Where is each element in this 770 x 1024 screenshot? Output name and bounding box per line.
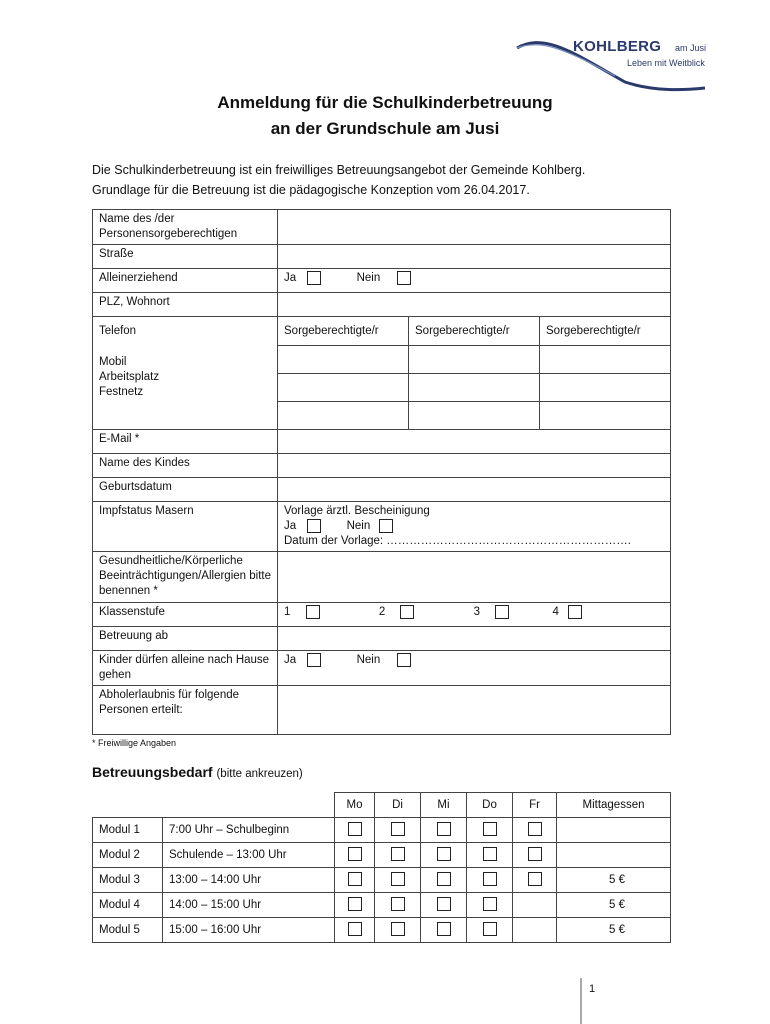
checkbox-modul4-di[interactable] — [391, 897, 405, 911]
checkbox-modul4-do[interactable] — [483, 897, 497, 911]
input-mobil-3[interactable] — [540, 346, 671, 374]
col-sorge-2: Sorgeberechtigte/r — [409, 317, 540, 346]
option-ja-label: Ja — [284, 272, 297, 285]
kohlberg-logo — [515, 34, 715, 94]
label-mobil: Mobil — [99, 356, 127, 368]
input-abholer[interactable] — [278, 686, 671, 735]
module-time: 7:00 Uhr – Schulbeginn — [163, 818, 335, 843]
checkbox-modul2-mi[interactable] — [437, 847, 451, 861]
module-price — [557, 843, 671, 868]
label-allein-heim: Kinder dürfen alleine nach Hause gehen — [93, 651, 278, 686]
checkbox-klasse-4[interactable] — [568, 605, 582, 619]
checkbox-modul2-do[interactable] — [483, 847, 497, 861]
col-sorge-3: Sorgeberechtigte/r — [540, 317, 671, 346]
module-name: Modul 5 — [93, 918, 163, 943]
module-time: 13:00 – 14:00 Uhr — [163, 868, 335, 893]
checkbox-heim-nein[interactable] — [397, 653, 411, 667]
module-name: Modul 3 — [93, 868, 163, 893]
module-name: Modul 1 — [93, 818, 163, 843]
intro-line1: Die Schulkinderbetreuung ist ein freiwilliges Betreuungsangebot der Gemeinde Kohlberg. — [92, 163, 586, 177]
klasse-3-label: 3 — [473, 606, 481, 619]
input-arbeitsplatz-1[interactable] — [278, 374, 409, 402]
module-price: 5 € — [557, 868, 671, 893]
input-arbeitsplatz-2[interactable] — [409, 374, 540, 402]
logo-suffix: am Jusi — [675, 43, 707, 53]
page-number: 1 — [589, 983, 596, 995]
option-nein-label: Nein — [356, 272, 381, 285]
label-abholer: Abholerlaubnis für folgende Personen erteilt: — [93, 686, 278, 735]
checkbox-heim-ja[interactable] — [307, 653, 321, 667]
checkbox-modul5-do[interactable] — [483, 922, 497, 936]
header-mittagessen: Mittagessen — [557, 793, 671, 818]
label-name-sorge: Name des /der Personensorgeberechtigen — [93, 210, 278, 245]
logo-tagline: Leben mit Weitblick — [627, 58, 705, 68]
module-header-row — [93, 793, 671, 818]
checkbox-alleinerziehend-nein[interactable] — [397, 271, 411, 285]
table-row — [93, 843, 671, 868]
bedarf-title: Betreuungsbedarf — [92, 764, 213, 780]
label-festnetz: Festnetz — [99, 386, 144, 398]
module-name: Modul 2 — [93, 843, 163, 868]
checkbox-modul3-fr[interactable] — [528, 872, 542, 886]
empty-cell-modul4-fr — [513, 893, 557, 918]
checkbox-modul4-mo[interactable] — [348, 897, 362, 911]
allein-heim-options — [278, 651, 671, 686]
input-strasse[interactable] — [278, 245, 671, 269]
bedarf-heading — [92, 764, 303, 780]
checkbox-alleinerziehend-ja[interactable] — [307, 271, 321, 285]
input-gesundheit[interactable] — [278, 552, 671, 603]
checkbox-klasse-2[interactable] — [400, 605, 414, 619]
checkbox-modul2-fr[interactable] — [528, 847, 542, 861]
label-telefon: Telefon — [99, 325, 137, 337]
impfstatus-options — [278, 502, 671, 552]
header-di: Di — [375, 793, 421, 818]
module-price: 5 € — [557, 893, 671, 918]
checkbox-modul4-mi[interactable] — [437, 897, 451, 911]
input-mobil-2[interactable] — [409, 346, 540, 374]
footnote: * Freiwillige Angaben — [92, 738, 177, 748]
input-plz[interactable] — [278, 293, 671, 317]
header-mi: Mi — [421, 793, 467, 818]
input-geburtsdatum[interactable] — [278, 478, 671, 502]
label-klassenstufe: Klassenstufe — [93, 603, 278, 627]
label-telefon-group — [93, 317, 278, 430]
klasse-2-label: 2 — [378, 606, 386, 619]
input-festnetz-1[interactable] — [278, 402, 409, 430]
checkbox-modul1-mi[interactable] — [437, 822, 451, 836]
input-name-sorge[interactable] — [278, 210, 671, 245]
label-email: E-Mail * — [93, 430, 278, 454]
empty-cell-modul5-fr — [513, 918, 557, 943]
klasse-4-label: 4 — [552, 606, 559, 619]
checkbox-modul2-mo[interactable] — [348, 847, 362, 861]
module-time: 14:00 – 15:00 Uhr — [163, 893, 335, 918]
table-row — [93, 868, 671, 893]
checkbox-modul3-do[interactable] — [483, 872, 497, 886]
label-plz: PLZ, Wohnort — [93, 293, 278, 317]
input-festnetz-2[interactable] — [409, 402, 540, 430]
intro-line2: Grundlage für die Betreuung ist die pädagogische Konzeption vom 26.04.2017. — [92, 183, 530, 197]
checkbox-modul5-mo[interactable] — [348, 922, 362, 936]
checkbox-modul1-do[interactable] — [483, 822, 497, 836]
checkbox-modul1-mo[interactable] — [348, 822, 362, 836]
datum-vorlage-label: Datum der Vorlage: ………………………………………………………. — [284, 535, 631, 548]
label-gesundheit: Gesundheitliche/Körperliche Beeinträchtigungen/Allergien bitte benennen * — [93, 552, 278, 603]
header-blank — [93, 793, 335, 818]
input-name-kind[interactable] — [278, 454, 671, 478]
module-table — [92, 792, 671, 943]
label-strasse: Straße — [93, 245, 278, 269]
logo-name: KOHLBERG — [573, 38, 662, 55]
impf-ja-label: Ja — [284, 520, 297, 533]
label-impfstatus: Impfstatus Masern — [93, 502, 278, 552]
table-row — [93, 918, 671, 943]
label-name-kind: Name des Kindes — [93, 454, 278, 478]
checkbox-modul3-mo[interactable] — [348, 872, 362, 886]
module-price: 5 € — [557, 918, 671, 943]
checkbox-modul3-di[interactable] — [391, 872, 405, 886]
module-name: Modul 4 — [93, 893, 163, 918]
impf-nein-label: Nein — [346, 520, 371, 533]
checkbox-modul1-fr[interactable] — [528, 822, 542, 836]
checkbox-modul2-di[interactable] — [391, 847, 405, 861]
checkbox-impf-ja[interactable] — [307, 519, 321, 533]
page-title-line2: an der Grundschule am Jusi — [270, 119, 500, 138]
klassenstufe-options — [278, 603, 671, 627]
header-mo: Mo — [335, 793, 375, 818]
label-alleinerziehend: Alleinerziehend — [93, 269, 278, 293]
module-time: 15:00 – 16:00 Uhr — [163, 918, 335, 943]
input-email[interactable] — [278, 430, 671, 454]
klasse-1-label: 1 — [284, 606, 291, 619]
checkbox-modul5-di[interactable] — [391, 922, 405, 936]
table-row — [93, 818, 671, 843]
heim-nein-label: Nein — [356, 654, 381, 667]
label-betreuung-ab: Betreuung ab — [93, 627, 278, 651]
heim-ja-label: Ja — [284, 654, 297, 667]
page-title-line1: Anmeldung für die Schulkinderbetreuung — [217, 93, 553, 112]
module-price — [557, 818, 671, 843]
alleinerziehend-options — [278, 269, 671, 293]
col-sorge-1: Sorgeberechtigte/r — [278, 317, 409, 346]
header-do: Do — [467, 793, 513, 818]
page-number-divider — [580, 978, 582, 1024]
checkbox-klasse-1[interactable] — [306, 605, 320, 619]
module-time: Schulende – 13:00 Uhr — [163, 843, 335, 868]
input-arbeitsplatz-3[interactable] — [540, 374, 671, 402]
header-fr: Fr — [513, 793, 557, 818]
input-mobil-1[interactable] — [278, 346, 409, 374]
label-arbeitsplatz: Arbeitsplatz — [99, 371, 160, 383]
checkbox-klasse-3[interactable] — [495, 605, 509, 619]
bedarf-hint: (bitte ankreuzen) — [216, 768, 303, 780]
registration-form — [92, 209, 671, 735]
checkbox-modul5-mi[interactable] — [437, 922, 451, 936]
input-betreuung-ab[interactable] — [278, 627, 671, 651]
input-festnetz-3[interactable] — [540, 402, 671, 430]
vorlage-label: Vorlage ärztl. Bescheinigung — [284, 505, 430, 517]
table-row — [93, 893, 671, 918]
checkbox-impf-nein[interactable] — [379, 519, 393, 533]
checkbox-modul1-di[interactable] — [391, 822, 405, 836]
label-geburtsdatum: Geburtsdatum — [93, 478, 278, 502]
checkbox-modul3-mi[interactable] — [437, 872, 451, 886]
